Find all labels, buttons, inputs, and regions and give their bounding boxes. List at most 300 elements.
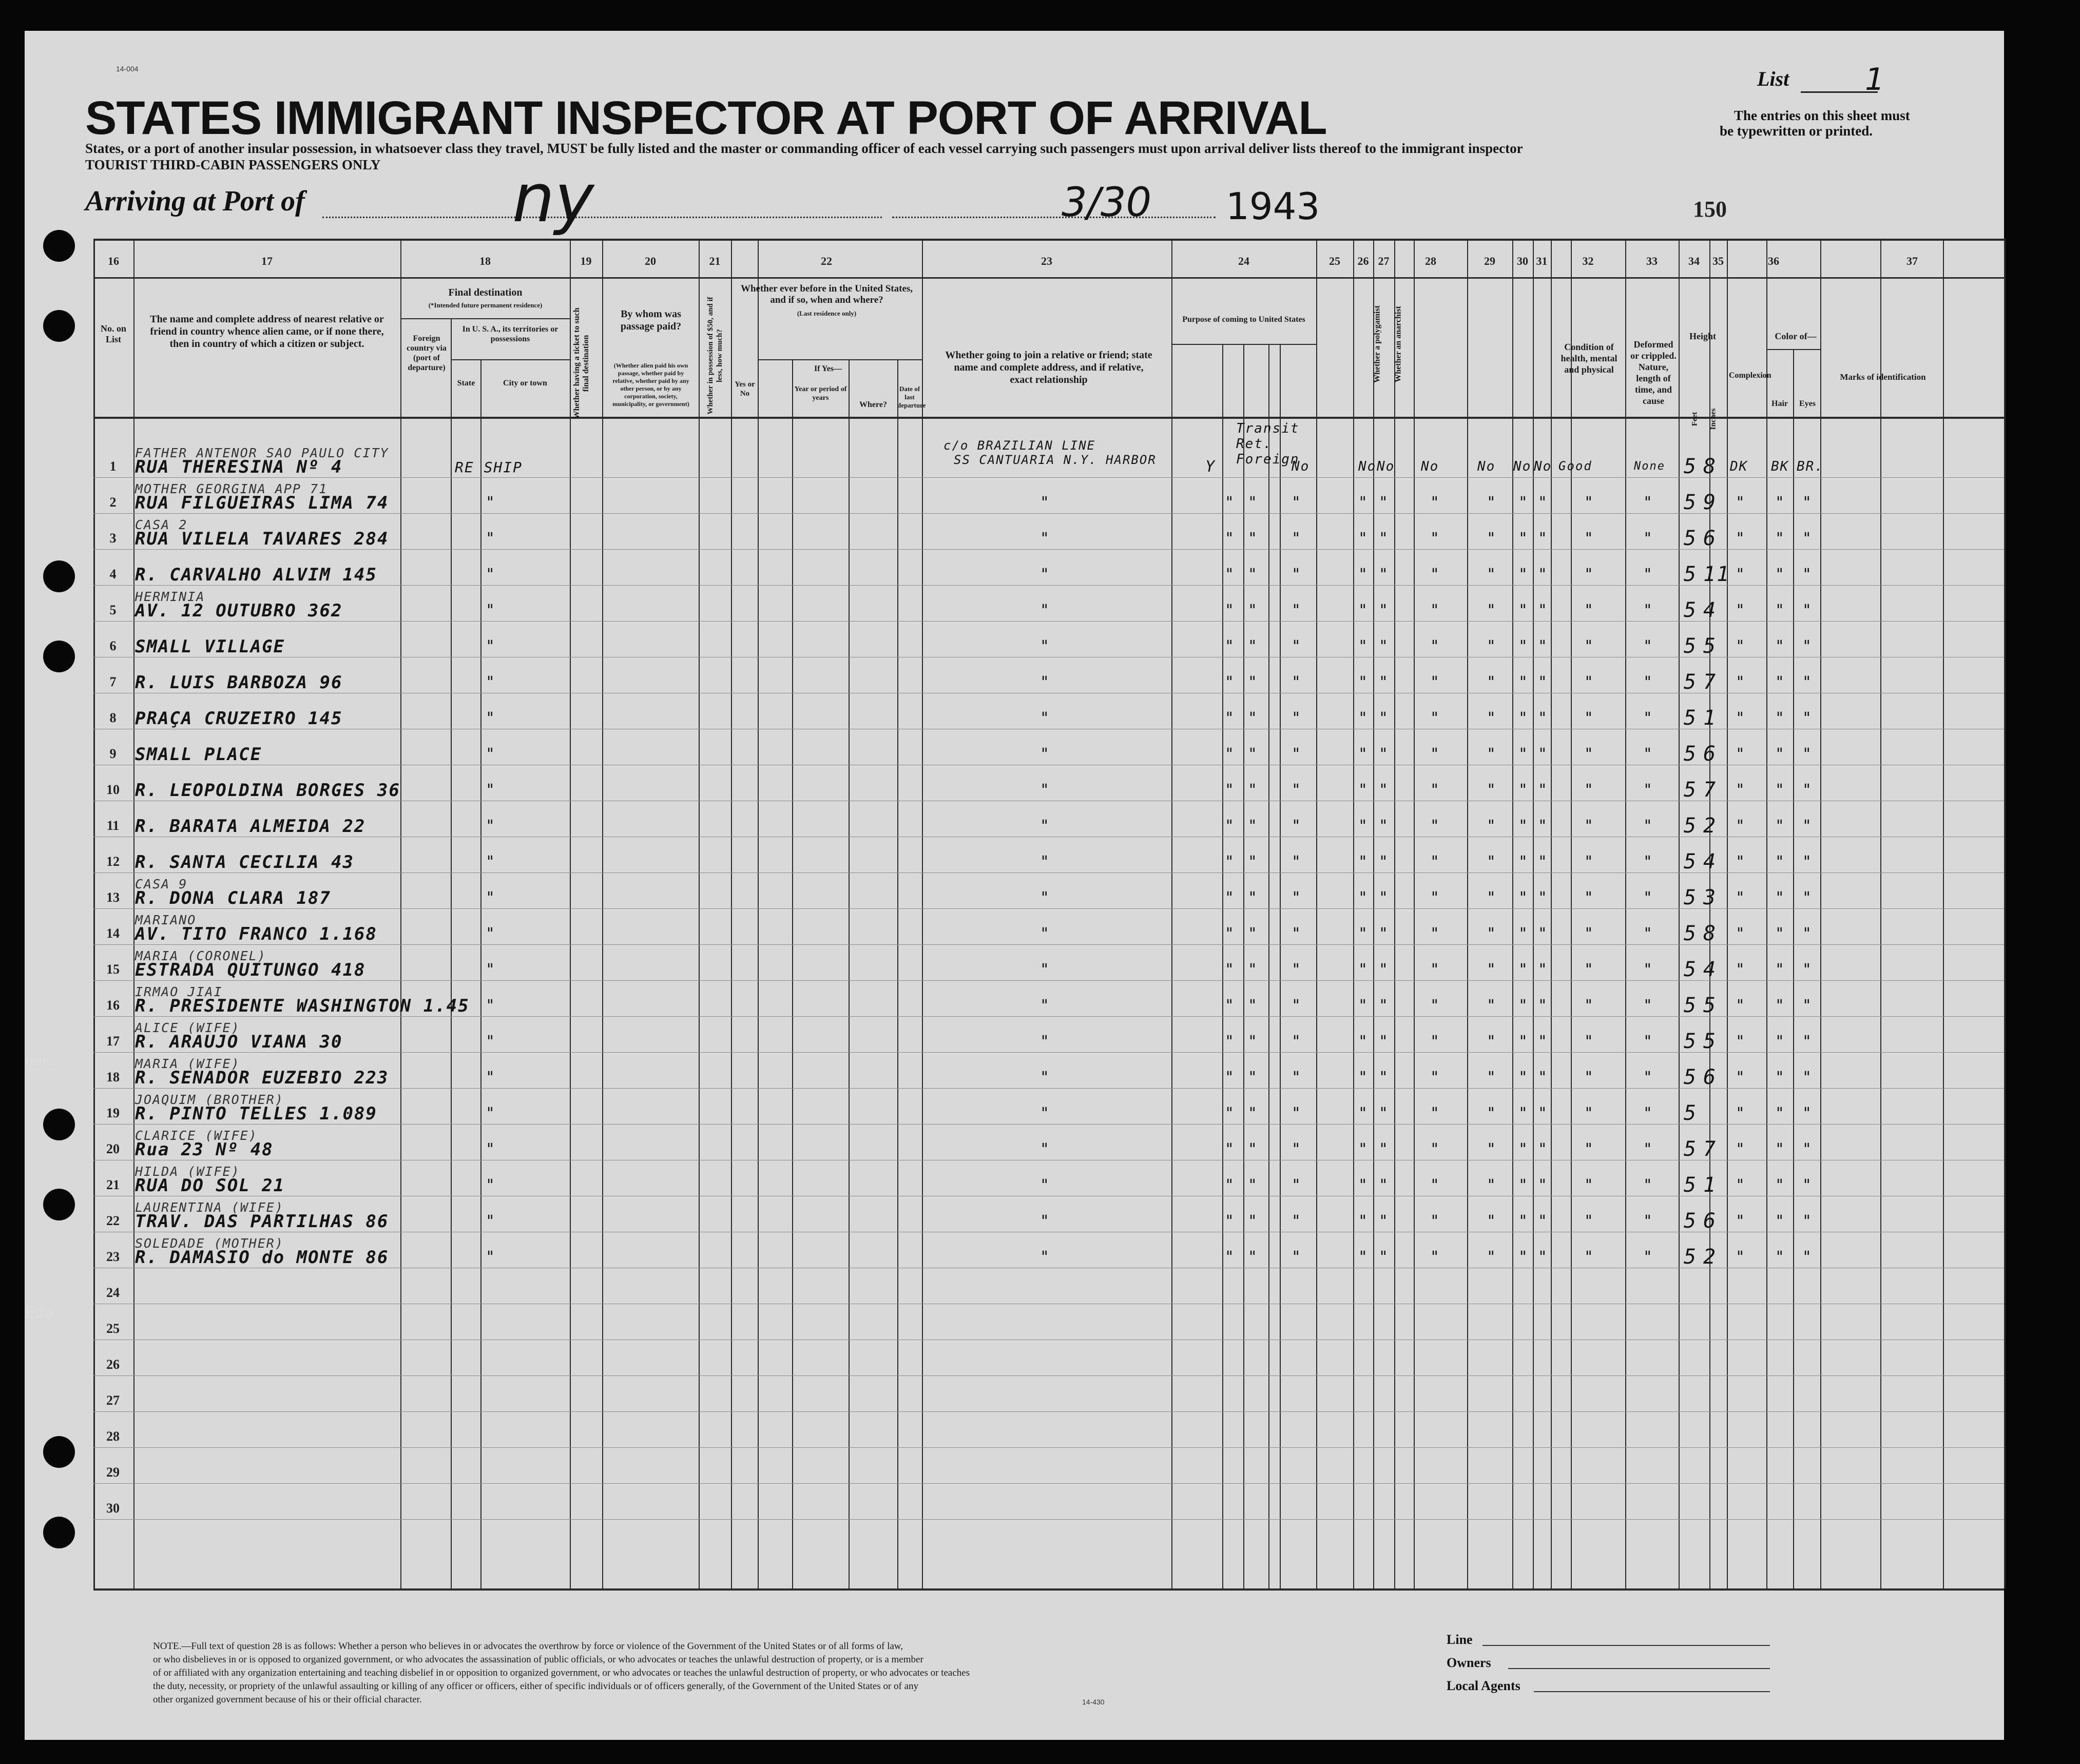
ditto-mark: ": [1359, 745, 1366, 763]
binder-hole: [43, 310, 75, 342]
ditto-mark: ": [1644, 530, 1651, 548]
ditto-mark: ": [1359, 1176, 1366, 1194]
sub-rule: [400, 318, 570, 319]
ditto-mark: ": [1776, 817, 1783, 835]
ditto-mark: ": [1737, 889, 1744, 907]
ditto-mark: ": [1249, 925, 1256, 943]
row-number: 18: [106, 1070, 120, 1084]
footer-note-line: the duty, necessity, or propriety of the unlawful assaulting or killing of any officer or officers, either of specific individuals or of officers generally, of the Government of the United States or of any: [153, 1681, 919, 1692]
ditto-mark: ": [1737, 925, 1744, 943]
ditto-mark: ": [1359, 925, 1366, 943]
ditto-mark: ": [487, 673, 494, 691]
ditto-mark: ": [1249, 1104, 1256, 1122]
row-number: 10: [106, 782, 120, 797]
row-rule: [93, 908, 2004, 909]
column-rule: [1880, 239, 1881, 1588]
ditto-mark: ": [1041, 566, 1048, 584]
ditto-mark: ": [1737, 781, 1744, 799]
ditto-mark: ": [1359, 494, 1366, 512]
ditto-mark: ": [1803, 1248, 1811, 1266]
row-number: 15: [106, 962, 120, 977]
relative-name: ALICE (WIFE): [135, 1020, 240, 1035]
ditto-mark: ": [1041, 925, 1048, 943]
ditto-mark: ": [1644, 745, 1651, 763]
ditto-mark: ": [1041, 1212, 1048, 1230]
ditto-mark: ": [1585, 530, 1592, 548]
ditto-mark: ": [1519, 1212, 1527, 1230]
relative-address: RUA THERESINA Nº 4: [135, 457, 343, 477]
year-value: 1943: [1226, 185, 1320, 228]
ditto-mark: ": [1293, 997, 1300, 1015]
ditto-mark: ": [1249, 673, 1256, 691]
ditto-mark: ": [487, 1176, 494, 1194]
column-rule: [1171, 239, 1172, 1588]
height-inches: 9: [1703, 491, 1717, 514]
ditto-mark: ": [1293, 673, 1300, 691]
column-rule: [1394, 239, 1395, 1588]
ditto-mark: ": [1519, 673, 1527, 691]
relative-name: MARIA (WIFE): [135, 1056, 240, 1071]
ditto-mark: ": [1041, 530, 1048, 548]
row-rule: [93, 1375, 2004, 1376]
column-number: 34: [1688, 255, 1700, 267]
ditto-mark: ": [1737, 817, 1744, 835]
header-no-on-list: No. on List: [100, 323, 126, 344]
ditto-mark: ": [1644, 961, 1651, 979]
ditto-mark: ": [1488, 925, 1495, 943]
ditto-mark: ": [1488, 1069, 1495, 1087]
ditto-mark: ": [1380, 566, 1387, 584]
ditto-mark: ": [1737, 745, 1744, 763]
ditto-mark: ": [1776, 637, 1783, 655]
column-rule: [1943, 239, 1944, 1588]
ditto-mark: ": [1293, 566, 1300, 584]
ditto-mark: ": [1539, 602, 1546, 619]
ditto-mark: ": [1431, 530, 1438, 548]
ditto-mark: ": [1359, 530, 1366, 548]
column-number: 21: [709, 255, 721, 267]
ditto-mark: ": [1293, 530, 1300, 548]
header-period: Year or period of years: [794, 385, 847, 402]
ditto-mark: ": [487, 566, 494, 584]
ditto-mark: ": [1737, 1140, 1744, 1158]
header-deformed: Deformed or crippled. Nature, length of time, and cause: [1630, 339, 1677, 406]
ditto-mark: ": [1519, 1069, 1527, 1087]
line-field: [1482, 1645, 1770, 1646]
ditto-mark: ": [1249, 602, 1256, 619]
column-number: 36: [1768, 255, 1779, 267]
ditto-mark: ": [1519, 494, 1527, 512]
height-inches: 4: [1703, 850, 1717, 874]
ditto-mark: ": [1380, 853, 1387, 871]
header-foreign-country: Foreign country via (port of departure): [407, 334, 447, 372]
ditto-mark: ": [1776, 961, 1783, 979]
arriving-label: Arriving at Port of: [85, 185, 305, 217]
column-number: 35: [1712, 255, 1724, 267]
ditto-mark: ": [1644, 1212, 1651, 1230]
relative-address: R. PINTO TELLES 1.089: [135, 1103, 377, 1124]
column-rule: [1268, 344, 1269, 1588]
ditto-mark: ": [1249, 530, 1256, 548]
height-inches: 5: [1703, 994, 1717, 1017]
ditto-mark: ": [1539, 961, 1546, 979]
ditto-mark: ": [1803, 853, 1811, 871]
ditto-mark: ": [1644, 637, 1651, 655]
header-eyes: Eyes: [1799, 399, 1816, 408]
ditto-mark: ": [1431, 494, 1438, 512]
relative-address: R. LUIS BARBOZA 96: [135, 672, 343, 693]
ditto-mark: ": [1803, 781, 1811, 799]
agents-label: Local Agents: [1447, 1678, 1520, 1693]
class-line: TOURIST THIRD-CABIN PASSENGERS ONLY: [85, 157, 381, 172]
ditto-mark: ": [1776, 853, 1783, 871]
column-rule: [480, 359, 482, 1588]
state-value: RE SHIP: [455, 459, 523, 476]
column-rule: [731, 239, 732, 1588]
relative-address: TRAV. DAS PARTILHAS 86: [135, 1211, 389, 1232]
ditto-mark: ": [1293, 709, 1300, 727]
ditto-mark: ": [1644, 1033, 1651, 1051]
ditto-mark: ": [1249, 566, 1256, 584]
ditto-mark: ": [1585, 745, 1592, 763]
header-passage-paid-sub: (Whether alien paid his own passage, whether paid by relative, whether paid by any other person, or by any corporation, society, municipality, or government): [612, 362, 689, 408]
ditto-mark: ": [487, 817, 494, 835]
ditto-mark: ": [1488, 566, 1495, 584]
ditto-mark: ": [1249, 1033, 1256, 1051]
header-final-destination: Final destination: [448, 287, 523, 298]
ditto-mark: ": [1519, 709, 1527, 727]
header-feet: Feet: [1690, 412, 1699, 427]
height-feet: 5: [1684, 778, 1698, 802]
typewritten-note-2: be typewritten or printed.: [1720, 123, 1873, 139]
ditto-mark: ": [1431, 1033, 1438, 1051]
header-ticket: Whether having a ticket to such final destination: [572, 307, 590, 419]
ditto-mark: ": [1359, 817, 1366, 835]
ditto-mark: ": [1737, 530, 1744, 548]
height-feet: 5: [1684, 1137, 1698, 1161]
ditto-mark: ": [1041, 889, 1048, 907]
height-feet: 5: [1684, 527, 1698, 550]
ditto-mark: ": [1249, 1212, 1256, 1230]
height-inches: 3: [1703, 886, 1717, 909]
row-number: 6: [109, 638, 117, 653]
ditto-mark: ": [1539, 1140, 1546, 1158]
ditto-mark: ": [1803, 709, 1811, 727]
ditto-mark: ": [1519, 1176, 1527, 1194]
ditto-mark: ": [1776, 1033, 1783, 1051]
ditto-mark: ": [1644, 853, 1651, 871]
ditto-mark: ": [1776, 745, 1783, 763]
answer-c28: No: [1421, 459, 1439, 474]
ditto-mark: ": [1585, 637, 1592, 655]
height-inches: 8: [1703, 922, 1717, 945]
header-ever-before: Whether ever before in the United States, and if so, when and where?: [740, 283, 913, 305]
margin-note: reik.: [25, 1053, 54, 1069]
column-number: 16: [108, 255, 119, 267]
ditto-mark: ": [1226, 1212, 1233, 1230]
ditto-mark: ": [1359, 961, 1366, 979]
ditto-mark: ": [1431, 997, 1438, 1015]
row-number: 28: [106, 1429, 120, 1444]
ditto-mark: ": [1776, 673, 1783, 691]
column-rule: [922, 239, 923, 1588]
relative-name: SOLEDADE (MOTHER): [135, 1236, 284, 1251]
ditto-mark: ": [1249, 961, 1256, 979]
ditto-mark: ": [1431, 1140, 1438, 1158]
ditto-mark: ": [1644, 997, 1651, 1015]
ditto-mark: ": [1585, 1069, 1592, 1087]
column-rule: [1512, 239, 1513, 1588]
row-number: 19: [106, 1106, 120, 1120]
footer-note-line: other organized government because of his or their official character.: [153, 1694, 422, 1705]
column-rule: [1766, 239, 1767, 1588]
ditto-mark: ": [1585, 781, 1592, 799]
ditto-mark: ": [1488, 1140, 1495, 1158]
row-number: 16: [106, 998, 120, 1013]
header-anarchist: Whether an anarchist: [1394, 306, 1403, 382]
ditto-mark: ": [1293, 602, 1300, 619]
ditto-mark: ": [1226, 637, 1233, 655]
ditto-mark: ": [1488, 1033, 1495, 1051]
row-number: 7: [109, 674, 117, 689]
height-inches: 6: [1703, 527, 1717, 550]
ditto-mark: ": [1644, 1176, 1651, 1194]
column-number: 32: [1582, 255, 1594, 267]
ditto-mark: ": [1380, 1140, 1387, 1158]
height-inches: 6: [1703, 1209, 1717, 1233]
ditto-mark: ": [1737, 1212, 1744, 1230]
row-rule: [93, 477, 2004, 478]
ditto-mark: ": [1380, 1104, 1387, 1122]
height-inches: 1: [1703, 1173, 1717, 1197]
column-rule: [1679, 239, 1680, 1588]
ditto-mark: ": [1226, 889, 1233, 907]
relative-address: R. LEOPOLDINA BORGES 36: [135, 780, 400, 801]
relative-address: ESTRADA QUITUNGO 418: [135, 960, 366, 980]
ditto-mark: ": [1644, 781, 1651, 799]
ditto-mark: ": [1803, 817, 1811, 835]
ditto-mark: ": [1539, 1069, 1546, 1087]
ditto-mark: ": [1380, 961, 1387, 979]
ditto-mark: ": [487, 745, 494, 763]
ditto-mark: ": [487, 1140, 494, 1158]
ditto-mark: ": [1803, 1140, 1811, 1158]
ditto-mark: ": [1380, 925, 1387, 943]
column-number: 20: [645, 255, 656, 267]
ditto-mark: ": [1359, 566, 1366, 584]
line-label: Line: [1447, 1632, 1473, 1647]
relative-address: RUA VILELA TAVARES 284: [135, 529, 389, 549]
footer-note-line: NOTE.—Full text of question 28 is as follows: Whether a person who believes in or advocates the overthrow by force or violence of the Government of the United States or of all forms of law,: [153, 1641, 903, 1652]
column-rule: [602, 239, 603, 1588]
ditto-mark: ": [1776, 1248, 1783, 1266]
height-inches: 8: [1703, 455, 1717, 478]
ditto-mark: ": [1431, 1212, 1438, 1230]
relative-address: R. SENADOR EUZEBIO 223: [135, 1068, 389, 1088]
header-health: Condition of health, mental and physical: [1561, 342, 1617, 375]
ditto-mark: ": [1488, 745, 1495, 763]
column-number-rule: [93, 277, 2004, 279]
ditto-mark: ": [1431, 1069, 1438, 1087]
ditto-mark: ": [1519, 1104, 1527, 1122]
ditto-mark: ": [1293, 1104, 1300, 1122]
ditto-mark: ": [1380, 602, 1387, 619]
height-feet: 5: [1684, 814, 1698, 838]
row-number: 20: [106, 1141, 120, 1156]
ditto-mark: ": [1041, 853, 1048, 871]
ditto-mark: ": [1585, 997, 1592, 1015]
height-inches: 4: [1703, 958, 1717, 981]
relative-address: RUA FILGUEIRAS LIMA 74: [135, 493, 389, 513]
ditto-mark: ": [1380, 530, 1387, 548]
ditto-mark: ": [1488, 997, 1495, 1015]
column-rule: [451, 318, 452, 1588]
height-inches: 5: [1703, 1030, 1717, 1053]
ditto-mark: ": [1359, 637, 1366, 655]
height-inches: 7: [1703, 670, 1717, 694]
ditto-mark: ": [1488, 602, 1495, 619]
ditto-mark: ": [1359, 997, 1366, 1015]
row-rule: [93, 1052, 2004, 1053]
ditto-mark: ": [1380, 889, 1387, 907]
ditto-mark: ": [1041, 1176, 1048, 1194]
header-purpose: Purpose of coming to United States: [1182, 315, 1305, 324]
footer-note: [153, 1640, 970, 1707]
column-number: 26: [1357, 255, 1369, 267]
height-inches: 7: [1703, 778, 1717, 802]
relative-address: R. BARATA ALMEIDA 22: [135, 816, 366, 837]
relative-address: PRAÇA CRUZEIRO 145: [135, 708, 343, 729]
relative-address: R. DONA CLARA 187: [135, 888, 331, 908]
column-number: 18: [479, 255, 491, 267]
header-where: Where?: [859, 400, 887, 409]
height-feet: 5: [1684, 742, 1698, 766]
purpose-code: Y: [1205, 458, 1216, 476]
ditto-mark: ": [1803, 1069, 1811, 1087]
ditto-mark: ": [1539, 530, 1546, 548]
ditto-mark: ": [487, 925, 494, 943]
column-number: 28: [1425, 255, 1436, 267]
ditto-mark: ": [1776, 1212, 1783, 1230]
height-inches: 6: [1703, 1065, 1717, 1089]
hair-value: BK: [1771, 459, 1789, 474]
ditto-mark: ": [1293, 1248, 1300, 1266]
ditto-mark: ": [1488, 530, 1495, 548]
column-rule: [699, 239, 700, 1588]
ditto-mark: ": [487, 1248, 494, 1266]
ditto-mark: ": [1431, 673, 1438, 691]
ditto-mark: ": [1776, 566, 1783, 584]
ditto-mark: ": [1359, 1248, 1366, 1266]
column-number: 29: [1484, 255, 1495, 267]
ditto-mark: ": [1644, 925, 1651, 943]
ditto-mark: ": [1249, 781, 1256, 799]
relative-name: CASA 9: [135, 877, 188, 891]
ditto-mark: ": [487, 1033, 494, 1051]
column-number: 30: [1517, 255, 1528, 267]
ditto-mark: ": [1293, 889, 1300, 907]
relative-address: RUA DO SOL 21: [135, 1175, 285, 1196]
ditto-mark: ": [1519, 889, 1527, 907]
row-number: 27: [106, 1393, 120, 1408]
ditto-mark: ": [1737, 494, 1744, 512]
footer-form-code: 14-430: [1082, 1698, 1105, 1706]
header-in-usa: In U. S. A., its territories or possessions: [462, 325, 558, 343]
ditto-mark: ": [1585, 1248, 1592, 1266]
ditto-mark: ": [1293, 961, 1300, 979]
owners-label: Owners: [1447, 1655, 1491, 1670]
height-inches: 1: [1703, 706, 1717, 730]
column-rule: [1533, 239, 1534, 1588]
height-inches: 7: [1703, 1137, 1717, 1161]
ditto-mark: ": [1776, 709, 1783, 727]
page-title: STATES IMMIGRANT INSPECTOR AT PORT OF ARRIVAL: [85, 92, 1327, 144]
ditto-mark: ": [1488, 637, 1495, 655]
ditto-mark: ": [1776, 602, 1783, 619]
ditto-mark: ": [1585, 673, 1592, 691]
ditto-mark: ": [1539, 1212, 1546, 1230]
ditto-mark: ": [1585, 961, 1592, 979]
ditto-mark: ": [1293, 637, 1300, 655]
ditto-mark: ": [1488, 1248, 1495, 1266]
ditto-mark: ": [1803, 1033, 1811, 1051]
ditto-mark: ": [1519, 853, 1527, 871]
height-feet: 5: [1684, 886, 1698, 909]
binder-hole: [43, 1109, 75, 1140]
ditto-mark: ": [1359, 1033, 1366, 1051]
height-feet: 5: [1684, 706, 1698, 730]
ditto-mark: ": [1519, 925, 1527, 943]
ditto-mark: ": [1380, 1212, 1387, 1230]
ditto-mark: ": [1041, 1033, 1048, 1051]
column-rule: [897, 359, 898, 1588]
ditto-mark: ": [1041, 961, 1048, 979]
header-height: Height: [1689, 331, 1716, 341]
port-value: ny: [512, 159, 594, 237]
row-rule: [93, 1016, 2004, 1017]
ditto-mark: ": [1431, 745, 1438, 763]
column-rule: [1727, 239, 1728, 1588]
ditto-mark: ": [1803, 637, 1811, 655]
ditto-mark: ": [1226, 673, 1233, 691]
eyes-value: BR.: [1797, 459, 1824, 474]
height-feet: 5: [1684, 1209, 1698, 1233]
ditto-mark: ": [1488, 961, 1495, 979]
ditto-mark: ": [1585, 494, 1592, 512]
ditto-mark: ": [1776, 889, 1783, 907]
ditto-mark: ": [1803, 961, 1811, 979]
ditto-mark: ": [1293, 853, 1300, 871]
ditto-mark: ": [1539, 566, 1546, 584]
ditto-mark: ": [1431, 709, 1438, 727]
height-inches: 11: [1703, 563, 1730, 586]
ditto-mark: ": [1249, 494, 1256, 512]
ditto-mark: ": [1380, 709, 1387, 727]
ditto-mark: ": [1249, 1140, 1256, 1158]
column-number: 24: [1238, 255, 1249, 267]
row-number: 22: [106, 1213, 120, 1228]
ditto-mark: ": [1359, 673, 1366, 691]
ditto-mark: ": [1359, 781, 1366, 799]
column-rule: [93, 239, 95, 1588]
row-rule: [93, 1088, 2004, 1089]
ditto-mark: ": [1293, 1176, 1300, 1194]
complexion-value: DK: [1730, 459, 1748, 474]
ditto-mark: ": [1488, 1212, 1495, 1230]
ditto-mark: ": [1041, 637, 1048, 655]
ditto-mark: ": [1293, 494, 1300, 512]
column-rule: [400, 239, 401, 1588]
